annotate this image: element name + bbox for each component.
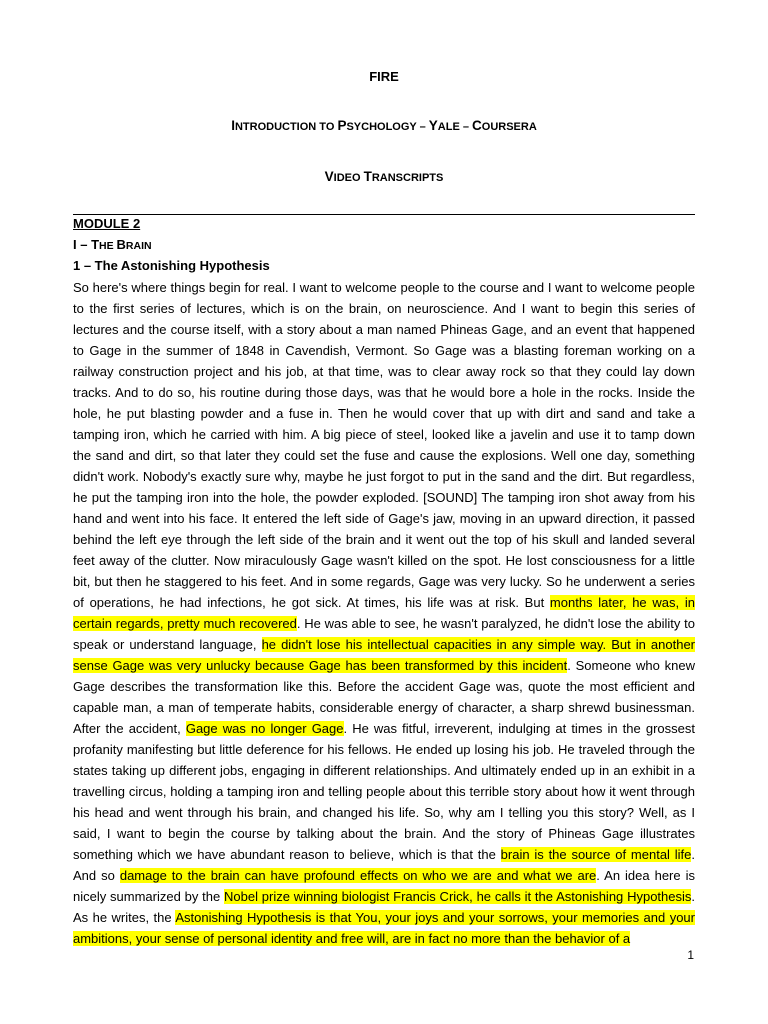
highlighted-text: he didn't lose his intellectual capacities in any simple way. But in another sense Gage was very unlucky because Gage has been transformed by this incident [73,637,696,673]
horizontal-rule [73,214,695,215]
body-text: . He was able to see, he wasn't paralyzed, he didn't lose the ability to speak or understand language, [73,616,695,652]
document-tag: FIRE [369,69,399,84]
course-title: INTRODUCTION TO PSYCHOLOGY – YALE – COURSERA [231,118,537,133]
body-text: . He was fitful, irreverent, indulging at times in the grossest profanity manifesting but little deference for his fellows. He ended up losing his job. He traveled through the states taking up different jobs, engaging in different relationships. And ultimately ended up in an exhibit in a travelling circus, holding a tamping iron and telling people about this terrible story about how it went through his head and went through his brain, and changed his life. So, why am I telling you this story? Well, as I said, I want to begin the course by talking about the brain. And the story of Phineas Gage illustrates something which we have abundant reason to believe, which is that the [73,721,695,862]
body-text: . Someone who knew Gage describes the transformation like this. Before the accident Gage was, quote the most efficient and capable man, a man of temperate habits, considerable energy of character, a sharp shrewd businessman. After the accident, [73,658,695,736]
highlighted-text: damage to the brain can have profound effects on who we are and what we are [119,868,597,883]
body-text: So here's where things begin for real. I want to welcome people to the course and I want to welcome people to the first series of lectures, which is on the brain, on neuroscience. And I want to begin this series of lectures and the course itself, with a story about a man named Phineas Gage, and an event that happened to Gage in the summer of 1848 in Cavendish, Vermont. So Gage was a blasting foreman working on a railway construction project and his job, at that time, was to clear away rock so that they could lay down tracks. And to do so, his routine during those days, was that he would bore a hole in the rocks. Inside the hole, he put blasting powder and a fuse in. Then he would cover that up with dirt and sand and take a tamping iron, which he carried with him. A big piece of steel, looked like a javelin and use it to tamp down the sand and dirt, so that later they could set the fuse and cause the explosions. Well one day, something didn't work. Nobody's exactly sure why, maybe he just forgot to put in the sand and the dirt. But regardless, he put the tamping iron into the hole, the powder exploded. [SOUND] The tamping iron shot away from his hand and went into his face. It entered the left side of Gage's jaw, moving in an upward direction, it passed behind the left eye through the left side of the brain and it went out the top of his skull and landed several feet away of the clutter. Now miraculously Gage wasn't killed on the spot. He lost consciousness for a little bit, but then he staggered to his feet. And in some regards, Gage was very lucky. So he underwent a series of operations, he had infections, he got sick. At times, his life was at risk. But [73,280,695,610]
body-text: . And so [73,847,695,883]
highlighted-text: Gage was no longer Gage [185,721,344,736]
module-heading: MODULE 2 [73,216,141,231]
highlighted-text: Astonishing Hypothesis is that You, your joys and your sorrows, your memories and your ambitions, your sense of personal identity and free will, are in fact no more than the behavior of a [73,910,695,946]
body-text: . An idea here is nicely summarized by the [73,868,695,904]
page-number: 1 [687,948,694,962]
highlighted-text: months later, he was, in certain regards, pretty much recovered [73,595,695,631]
section-heading: I – THE BRAIN [73,237,152,252]
body-text: . As he writes, the [73,889,696,925]
document-subtitle: VIDEO TRANSCRIPTS [324,169,444,184]
highlighted-text: Nobel prize winning biologist Francis Crick, he calls it the Astonishing Hypothesis [224,889,692,904]
transcript-body [73,277,695,949]
subsection-heading: 1 – The Astonishing Hypothesis [73,258,270,273]
highlighted-text: brain is the source of mental life [500,847,692,862]
